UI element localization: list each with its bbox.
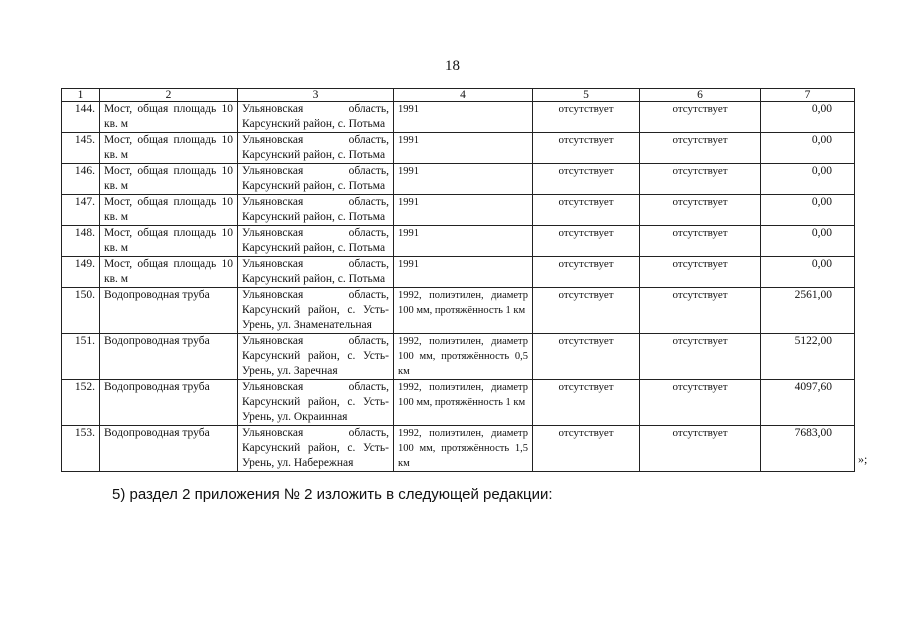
row-number: 152. [62,380,100,426]
object-details: 1991 [394,133,533,164]
object-name: Водопроводная труба [100,288,238,334]
row-number: 150. [62,288,100,334]
book-value: 0,00 [761,195,855,226]
column-5-value: отсутствует [533,334,640,380]
column-5-value: отсутствует [533,164,640,195]
table-row [62,195,855,226]
row-number: 146. [62,164,100,195]
column-5-value: отсутствует [533,195,640,226]
book-value: 0,00 [761,226,855,257]
object-address: Ульяновская область, Карсунский район, с. Усть-Урень, ул. Знаменательная [238,288,394,334]
book-value: 0,00 [761,102,855,133]
column-6-value: отсутствует [640,195,761,226]
book-value: 7683,00 [761,426,855,472]
column-6-value: отсутствует [640,257,761,288]
column-6-value: отсутствует [640,426,761,472]
column-6-value: отсутствует [640,102,761,133]
table-row [62,102,855,133]
object-address: Ульяновская область, Карсунский район, с. Потьма [238,164,394,195]
instruction-paragraph: 5) раздел 2 приложения № 2 изложить в следующей редакции: [112,486,553,503]
object-name: Мост, общая площадь 10 кв. м [100,257,238,288]
column-header: 6 [640,89,761,102]
book-value: 0,00 [761,133,855,164]
column-5-value: отсутствует [533,426,640,472]
object-address: Ульяновская область, Карсунский район, с. Потьма [238,226,394,257]
row-number: 151. [62,334,100,380]
row-number: 144. [62,102,100,133]
object-address: Ульяновская область, Карсунский район, с. Потьма [238,102,394,133]
row-number: 145. [62,133,100,164]
object-address: Ульяновская область, Карсунский район, с. Усть-Урень, ул. Окраинная [238,380,394,426]
object-details: 1992, полиэтилен, диаметр 100 мм, протяжённость 1,5 км [394,426,533,472]
column-header: 2 [100,89,238,102]
object-address: Ульяновская область, Карсунский район, с. Усть-Урень, ул. Набережная [238,426,394,472]
property-registry-table [61,88,855,472]
object-name: Мост, общая площадь 10 кв. м [100,195,238,226]
object-address: Ульяновская область, Карсунский район, с. Усть-Урень, ул. Заречная [238,334,394,380]
object-name: Мост, общая площадь 10 кв. м [100,133,238,164]
column-header: 3 [238,89,394,102]
object-details: 1991 [394,226,533,257]
object-details: 1992, полиэтилен, диаметр 100 мм, протяжённость 1 км [394,288,533,334]
table-row [62,426,855,472]
object-name: Водопроводная труба [100,334,238,380]
book-value: 5122,00 [761,334,855,380]
row-number: 148. [62,226,100,257]
object-details: 1992, полиэтилен, диаметр 100 мм, протяжённость 1 км [394,380,533,426]
column-5-value: отсутствует [533,288,640,334]
column-header: 5 [533,89,640,102]
object-address: Ульяновская область, Карсунский район, с. Потьма [238,133,394,164]
table-row [62,257,855,288]
object-name: Водопроводная труба [100,380,238,426]
column-5-value: отсутствует [533,257,640,288]
table-row [62,164,855,195]
object-name: Водопроводная труба [100,426,238,472]
column-6-value: отсутствует [640,380,761,426]
column-5-value: отсутствует [533,380,640,426]
column-6-value: отсутствует [640,334,761,380]
table-row [62,133,855,164]
object-details: 1991 [394,257,533,288]
object-name: Мост, общая площадь 10 кв. м [100,164,238,195]
row-number: 149. [62,257,100,288]
page-number: 18 [445,58,460,74]
column-5-value: отсутствует [533,102,640,133]
object-details: 1991 [394,102,533,133]
row-number: 153. [62,426,100,472]
column-6-value: отсутствует [640,226,761,257]
object-name: Мост, общая площадь 10 кв. м [100,102,238,133]
column-header: 1 [62,89,100,102]
book-value: 4097,60 [761,380,855,426]
closing-quote-mark: »; [858,452,868,466]
column-6-value: отсутствует [640,164,761,195]
column-6-value: отсутствует [640,288,761,334]
column-header: 4 [394,89,533,102]
object-address: Ульяновская область, Карсунский район, с. Потьма [238,195,394,226]
book-value: 2561,00 [761,288,855,334]
table-row [62,288,855,334]
table-row [62,380,855,426]
column-5-value: отсутствует [533,226,640,257]
object-address: Ульяновская область, Карсунский район, с. Потьма [238,257,394,288]
table-header-row [62,89,855,102]
table-row [62,226,855,257]
column-5-value: отсутствует [533,133,640,164]
object-details: 1992, полиэтилен, диаметр 100 мм, протяжённость 0,5 км [394,334,533,380]
object-name: Мост, общая площадь 10 кв. м [100,226,238,257]
column-6-value: отсутствует [640,133,761,164]
table-row [62,334,855,380]
row-number: 147. [62,195,100,226]
book-value: 0,00 [761,257,855,288]
book-value: 0,00 [761,164,855,195]
column-header: 7 [761,89,855,102]
object-details: 1991 [394,164,533,195]
object-details: 1991 [394,195,533,226]
